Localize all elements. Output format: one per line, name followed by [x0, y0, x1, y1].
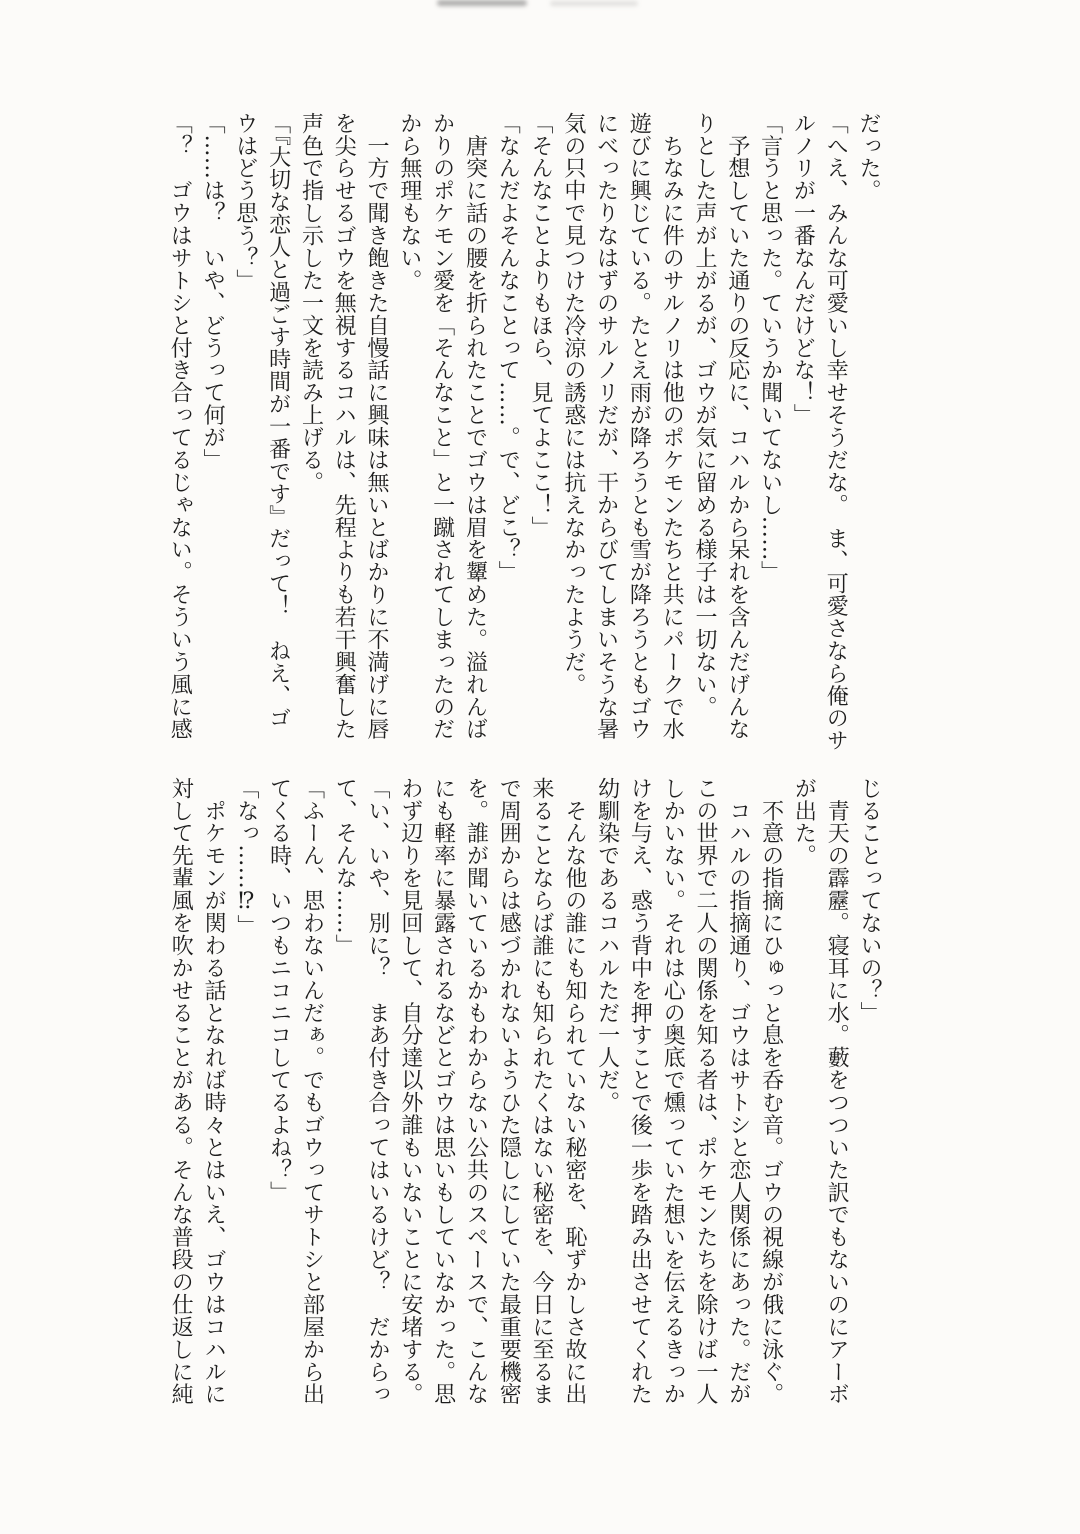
- text-line: 気の只中で見つけた冷涼の誘惑には抗えなかったようだ。: [560, 112, 586, 696]
- text-line: て、そんな……」: [332, 777, 358, 957]
- text-line: この世界で二人の関係を知る者は、ポケモンたちを除けば一人: [693, 777, 719, 1406]
- text-line: そんな他の誰にも知られていない秘密を、恥ずかしさ故に出: [561, 777, 587, 1406]
- text-line: 遊びに興じている。たとえ雨が降ろうとも雪が降ろうともゴウ: [626, 112, 652, 741]
- text-line: 幼馴染であるコハルただ一人だ。: [594, 777, 620, 1114]
- text-block-bottom: [163, 777, 885, 1437]
- text-line: てくる時、いつもニコニコしてるよね？」: [266, 777, 292, 1204]
- scan-artifact-top-right: [550, 1, 638, 6]
- text-line: で周囲からは感づかれないようひた隠しにしていた最重要機密: [496, 777, 522, 1406]
- text-line: 「なっ……⁉」: [233, 777, 259, 938]
- text-line: にべったりなはずのサルノリだが、干からびてしまいそうな暑: [593, 112, 619, 741]
- text-line: 青天の霹靂。寝耳に水。藪をつついた訳でもないのにアーボ: [824, 777, 850, 1406]
- text-line: 声色で指し示した一文を読み上げる。: [298, 112, 324, 494]
- text-line: コハルの指摘通り、ゴウはサトシと恋人関係にあった。だが: [725, 777, 751, 1406]
- text-line: ウはどう思う？」: [232, 112, 258, 292]
- text-line: にも軽率に暴露されるなどとゴウは思いもしていなかった。思: [430, 777, 456, 1406]
- text-line: かりのポケモン愛を「そんなこと」と一蹴されてしまったのだ: [429, 112, 455, 741]
- text-line: 「『大切な恋人と過ごす時間が一番です』だって！ ねえ、ゴ: [265, 112, 291, 730]
- text-line: ちなみに件のサルノリは他のポケモンたちと共にパークで水: [659, 112, 685, 741]
- text-line: 唐突に話の腰を折られたことでゴウは眉を顰めた。溢れんば: [462, 112, 488, 741]
- text-line: 「？ ゴウはサトシと付き合ってるじゃない。そういう風に感: [167, 112, 193, 741]
- text-line: 「そんなことよりもほら、見てよここ！」: [528, 112, 554, 539]
- text-line: りとした声が上がるが、ゴウが気に留める様子は一切ない。: [692, 112, 718, 718]
- text-line: 対して先輩風を吹かせることがある。そんな普段の仕返しに純: [168, 777, 194, 1406]
- text-line: 「へえ、みんな可愛いし幸せそうだな。 ま、可愛さなら俺のサ: [823, 112, 849, 752]
- text-line: 不意の指摘にひゅっと息を呑む音。ゴウの視線が俄に泳ぐ。: [758, 777, 784, 1406]
- text-line: 来ることならば誰にも知られたくはない秘密を、今日に至るま: [529, 777, 555, 1406]
- text-line: だった。: [856, 112, 881, 202]
- text-block-top: [162, 112, 884, 772]
- text-line: 「ふーん、思わないんだぁ。でもゴウってサトシと部屋から出: [299, 777, 325, 1406]
- text-line: けを与え、惑う背中を押すことで後一歩を踏み出させてくれた: [627, 777, 653, 1406]
- text-line: を。誰が聞いているかもわからない公共のスペースで、こんな: [463, 777, 489, 1406]
- text-line: を尖らせるゴウを無視するコハルは、先程よりも若干興奮した: [331, 112, 357, 741]
- text-line: 予想していた通りの反応に、コハルから呆れを含んだげんな: [724, 112, 750, 741]
- text-line: わず辺りを見回して、自分達以外誰もいないことに安堵する。: [397, 777, 423, 1406]
- text-line: 「い、いや、別に？ まあ付き合ってはいるけど？ だからっ: [365, 777, 391, 1406]
- text-line: 「……は？ いや、どうって何が」: [200, 112, 226, 472]
- text-line: から無理もない。: [396, 112, 422, 292]
- text-line: ルノリが一番なんだけどな！」: [790, 112, 816, 427]
- text-line: じることってないの？」: [857, 777, 882, 1024]
- text-line: しかいない。それは心の奥底で燻っていた想いを伝えるきっか: [660, 777, 686, 1406]
- scan-artifact-top-left: [437, 0, 527, 6]
- text-line: 「言うと思った。ていうか聞いてないし……」: [757, 112, 783, 584]
- text-line: ポケモンが関わる話となれば時々とはいえ、ゴウはコハルに: [201, 777, 227, 1406]
- text-line: が出た。: [791, 777, 817, 867]
- text-line: 「なんだよそんなことって……。で、どこ？」: [495, 112, 521, 584]
- text-line: 一方で聞き飽きた自慢話に興味は無いとばかりに不満げに唇: [364, 112, 390, 741]
